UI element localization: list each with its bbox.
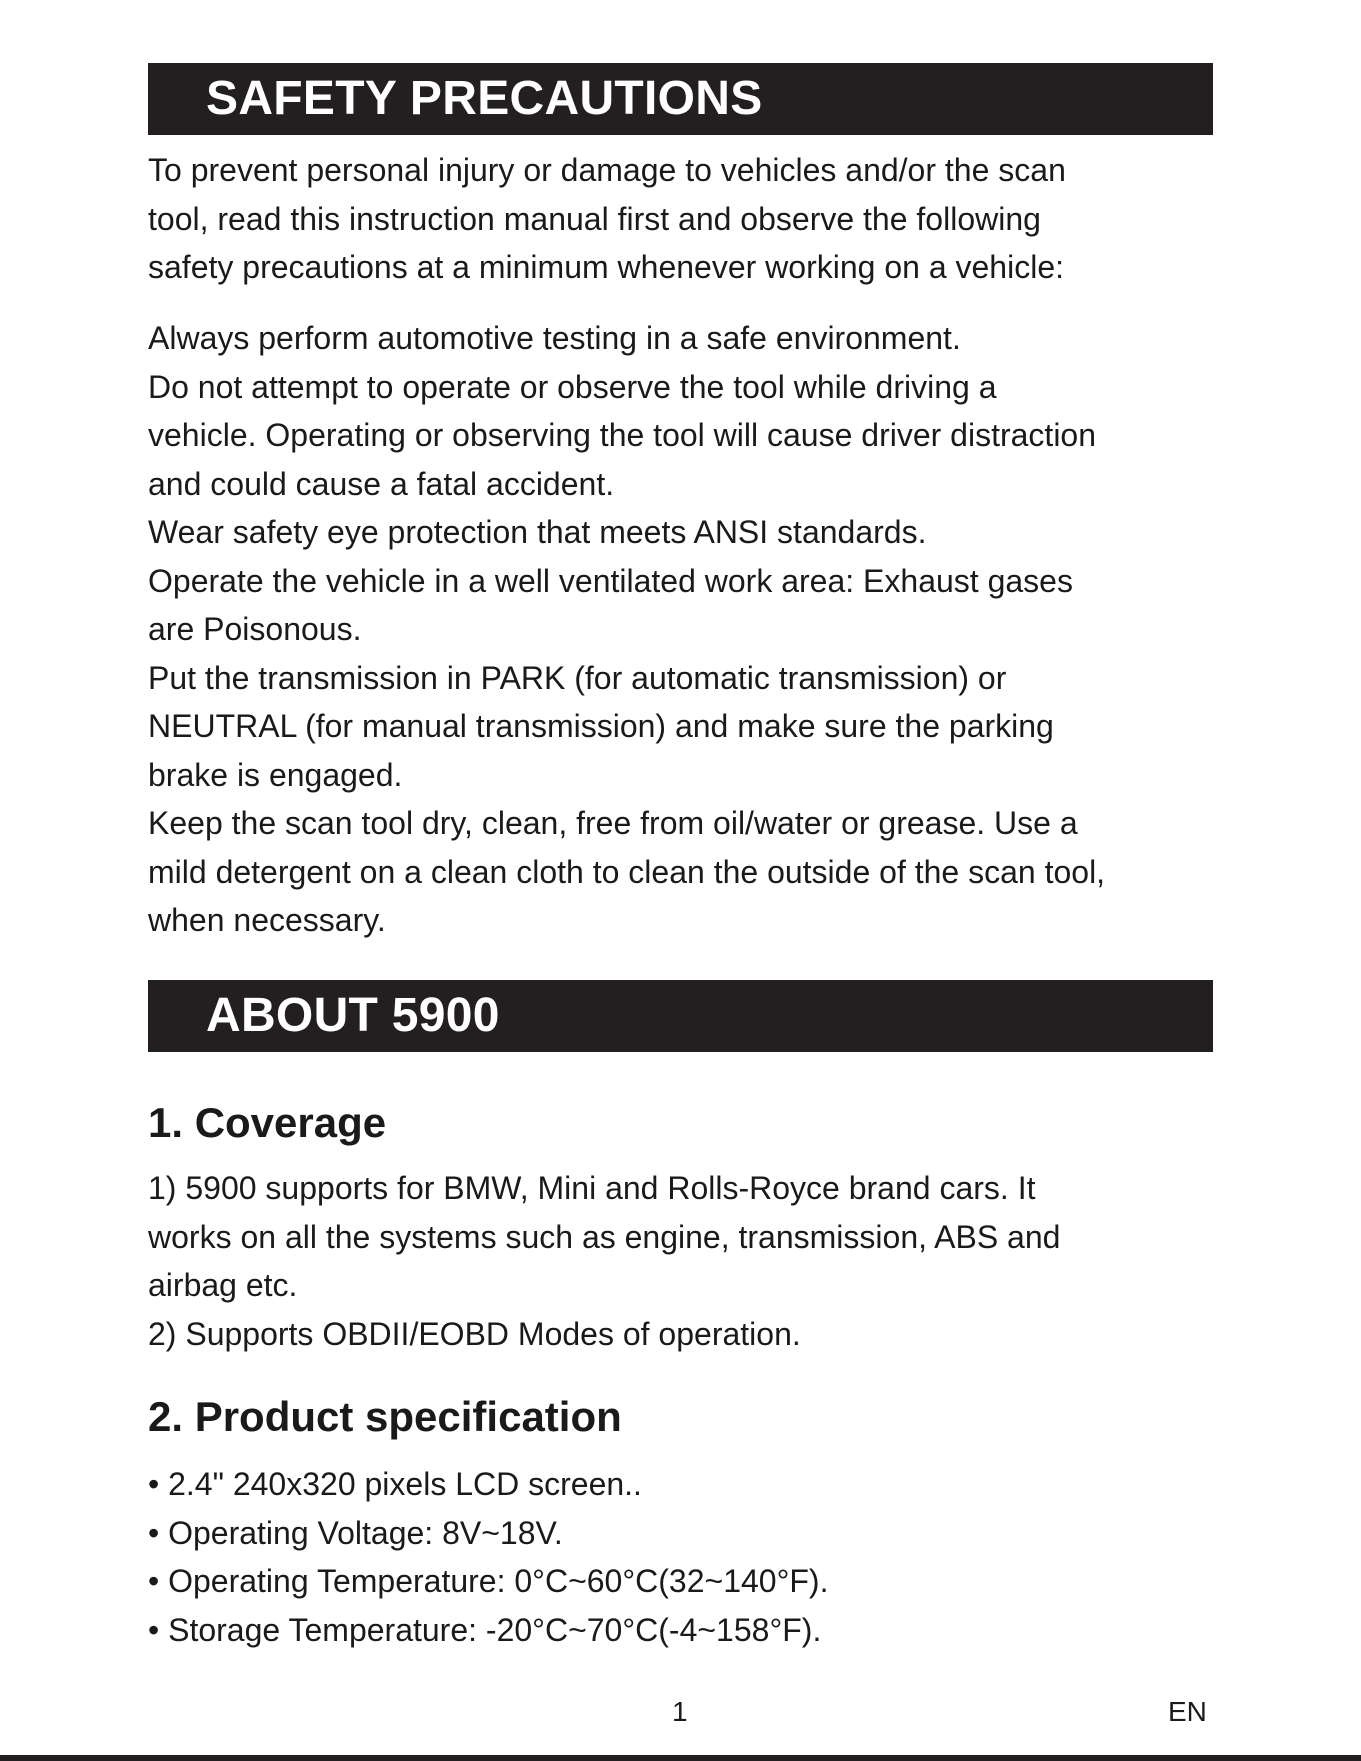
safety-intro-line: To prevent personal injury or damage to vehicles and/or the scan	[148, 152, 1066, 188]
coverage-line: works on all the systems such as engine, transmission, ABS and	[148, 1218, 1061, 1255]
product-spec-list	[148, 1460, 1228, 1654]
page-bottom-rule	[0, 1755, 1361, 1761]
safety-item-line: Operate the vehicle in a well ventilated work area: Exhaust gases	[148, 562, 1073, 599]
language-code: EN	[1168, 1696, 1207, 1727]
safety-item-line: Keep the scan tool dry, clean, free from oil/water or grease. Use a	[148, 805, 1078, 841]
safety-precautions-list	[148, 314, 1228, 945]
safety-item-line: Put the transmission in PARK (for automatic transmission) or	[148, 659, 1007, 696]
safety-item-line: Always perform automotive testing in a safe environment.	[148, 320, 961, 356]
coverage-heading: 1. Coverage	[148, 1099, 387, 1146]
spec-list-item: • Operating Temperature: 0°C~60°C(32~140°F).	[148, 1563, 829, 1599]
coverage-line: 1) 5900 supports for BMW, Mini and Rolls-Royce brand cars. It	[148, 1170, 1036, 1206]
safety-item-line: NEUTRAL (for manual transmission) and make sure the parking	[148, 708, 1054, 744]
safety-item-line: vehicle. Operating or observing the tool will cause driver distraction	[148, 417, 1097, 453]
coverage-line: 2) Supports OBDII/EOBD Modes of operation.	[148, 1315, 801, 1352]
safety-item-line: when necessary.	[148, 902, 386, 938]
spec-list-item: • Storage Temperature: -20°C~70°C(-4~158°F).	[148, 1611, 822, 1648]
spec-list-item: • 2.4" 240x320 pixels LCD screen..	[148, 1466, 642, 1502]
product-spec-heading: 2. Product specification	[148, 1393, 622, 1440]
safety-item-line: are Poisonous.	[148, 611, 362, 647]
safety-item-line: brake is engaged.	[148, 756, 403, 793]
coverage-line: airbag etc.	[148, 1267, 298, 1303]
safety-intro-line: tool, read this instruction manual first and observe the following	[148, 200, 1041, 237]
safety-item-line: Do not attempt to operate or observe the tool while driving a	[148, 368, 997, 405]
safety-section-title: SAFETY PRECAUTIONS	[206, 72, 763, 125]
safety-intro-paragraph	[148, 146, 1228, 292]
safety-item-line: and could cause a fatal accident.	[148, 465, 615, 502]
safety-section-banner	[148, 63, 1213, 135]
safety-intro-line: safety precautions at a minimum whenever working on a vehicle:	[148, 249, 1064, 285]
about-section-title: ABOUT 5900	[206, 989, 500, 1042]
safety-item-line: Wear safety eye protection that meets ANSI standards.	[148, 514, 927, 550]
page-number: 1	[672, 1696, 688, 1727]
about-section-banner	[148, 980, 1213, 1052]
safety-item-line: mild detergent on a clean cloth to clean the outside of the scan tool,	[148, 853, 1106, 890]
spec-list-item: • Operating Voltage: 8V~18V.	[148, 1514, 563, 1551]
coverage-paragraph	[148, 1164, 1228, 1358]
